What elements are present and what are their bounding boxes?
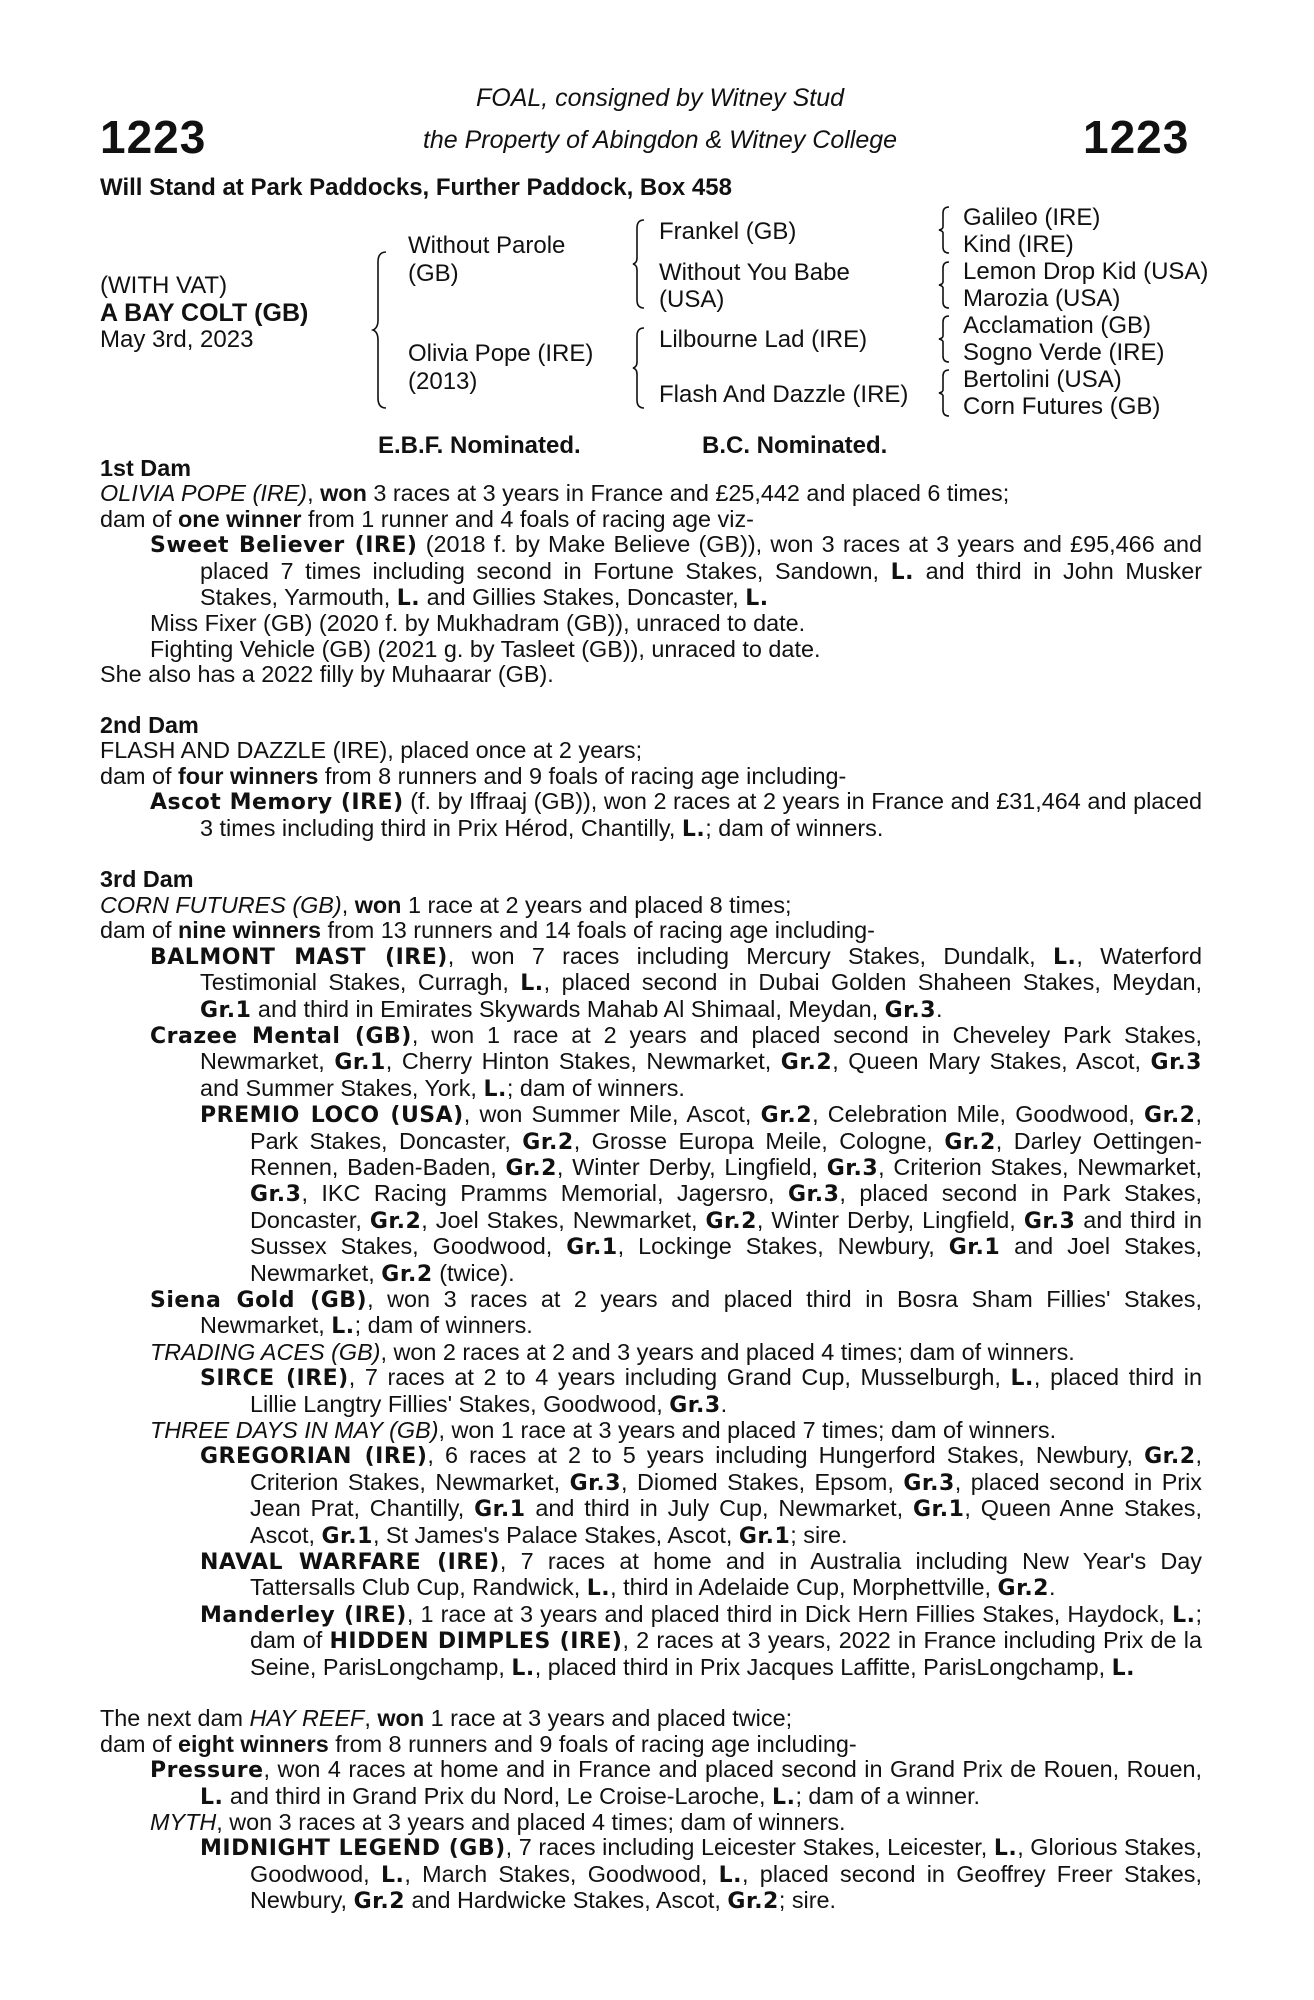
foal-naval-warfare: NAVAL WARFARE (IRE), 7 races at home and in Australia including New Year's Day Tattersalls Club Cup, Randwick, L., third in Adelaide Cup, Morphettville, Gr.2.	[200, 1548, 1202, 1602]
date-of-birth: May 3rd, 2023	[100, 326, 254, 353]
consignment-line-1: FOAL, consigned by Witney Stud	[475, 84, 845, 112]
third-dam-produce-summary: dam of nine winners from 13 runners and 14 foals of racing age including-	[100, 917, 875, 944]
foal-sirce: SIRCE (IRE), 7 races at 2 to 4 years including Grand Cup, Musselburgh, L., placed third in Lillie Langtry Fillies' Stakes, Goodwood, Gr.3.	[200, 1364, 1202, 1418]
pedigree-bracket-dam	[632, 326, 648, 410]
foal-miss-fixer: Miss Fixer (GB) (2020 f. by Mukhadram (GB)), unraced to date.	[150, 610, 806, 637]
sire-name: Without Parole	[408, 232, 566, 259]
bc-nomination: B.C. Nominated.	[702, 432, 888, 459]
second-dam-heading: 2nd Dam	[100, 712, 199, 739]
pedigree-bracket-main	[372, 250, 392, 410]
gen3-5: Acclamation (GB)	[963, 312, 1152, 339]
foal-gregorian: GREGORIAN (IRE), 6 races at 2 to 5 years including Hungerford Stakes, Newbury, Gr.2, Criterion Stakes, Newmarket, Gr.3, Diomed Stakes, Epsom, Gr.3, placed second in Prix Jean Prat, Chantilly, Gr.1 and third in July Cup, Newmarket, Gr.1, Queen Anne Stakes, Ascot, Gr.1, St James's Palace Stakes, Ascot, Gr.1; sire.	[200, 1442, 1202, 1549]
foal-pressure: Pressure, won 4 races at home and in France and placed second in Grand Prix de Rouen, Rouen, L. and third in Grand Prix du Nord, Le Croise-Laroche, L.; dam of a winner.	[150, 1756, 1202, 1810]
gen3-7: Bertolini (USA)	[963, 366, 1122, 393]
gen3-8: Corn Futures (GB)	[963, 393, 1161, 420]
pedigree-bracket-flash-and-dazzle	[938, 368, 952, 418]
first-dam-produce-summary: dam of one winner from 1 runner and 4 foals of racing age viz-	[100, 505, 754, 532]
third-dam-heading: 3rd Dam	[100, 866, 194, 893]
gen3-2: Kind (IRE)	[963, 231, 1074, 258]
dam-year: (2013)	[408, 368, 478, 395]
ebf-nomination: E.B.F. Nominated.	[378, 432, 581, 459]
gen3-4: Marozia (USA)	[963, 285, 1121, 312]
pedigree-bracket-sire	[632, 218, 648, 310]
foal-ascot-memory: Ascot Memory (IRE) (f. by Iffraaj (GB)), won 2 races at 2 years in France and £31,464 and placed 3 times including third in Prix Hérod, Chantilly, L.; dam of winners.	[150, 788, 1202, 842]
sire-sire: Frankel (GB)	[659, 218, 797, 245]
stand-location: Will Stand at Park Paddocks, Further Paddock, Box 458	[100, 174, 732, 201]
pedigree-bracket-lilbourne-lad	[938, 314, 952, 364]
foal-midnight-legend: MIDNIGHT LEGEND (GB), 7 races including Leicester Stakes, Leicester, L., Glorious Stakes, Goodwood, L., March Stakes, Goodwood, L., placed second in Geoffrey Freer Stakes, Newbury, Gr.2 and Hardwicke Stakes, Ascot, Gr.2; sire.	[200, 1834, 1202, 1915]
foal-balmont-mast: BALMONT MAST (IRE), won 7 races including Mercury Stakes, Dundalk, L., Waterford Testimonial Stakes, Curragh, L., placed second in Dubai Golden Shaheen Stakes, Meydan, Gr.1 and third in Emirates Skywards Mahab Al Shimaal, Meydan, Gr.3.	[150, 942, 1202, 1023]
foal-siena-gold: Siena Gold (GB), won 3 races at 2 years and placed third in Bosra Sham Fillies' Stakes, Newmarket, L.; dam of winners.	[150, 1285, 1203, 1340]
lot-number-right: 1223	[1083, 111, 1190, 163]
third-dam-line: CORN FUTURES (GB), won 1 race at 2 years and placed 8 times;	[100, 891, 792, 918]
pedigree-bracket-without-you-babe	[938, 260, 952, 310]
next-dam-produce-summary: dam of eight winners from 8 runners and 9 foals of racing age including-	[100, 1730, 857, 1757]
first-dam-heading: 1st Dam	[100, 455, 192, 481]
gen3-3: Lemon Drop Kid (USA)	[963, 258, 1209, 285]
foal-myth: MYTH, won 3 races at 3 years and placed 4 times; dam of winners.	[150, 1809, 846, 1836]
foal-fighting-vehicle: Fighting Vehicle (GB) (2021 g. by Tasleet (GB)), unraced to date.	[150, 635, 821, 662]
foal-premio-loco: PREMIO LOCO (USA), won Summer Mile, Ascot, Gr.2, Celebration Mile, Goodwood, Gr.2, Park Stakes, Doncaster, Gr.2, Grosse Europa Meile, Cologne, Gr.2, Darley Oettingen-Rennen, Baden-Baden, Gr.2, Winter Derby, Lingfield, Gr.3, Criterion Stakes, Newmarket, Gr.3, IKC Racing Pramms Memorial, Jagersro, Gr.3, placed second in Park Stakes, Doncaster, Gr.2, Joel Stakes, Newmarket, Gr.2, Winter Derby, Lingfield, Gr.3 and third in Sussex Stakes, Goodwood, Gr.1, Lockinge Stakes, Newbury, Gr.1 and Joel Stakes, Newmarket, Gr.2 (twice).	[200, 1101, 1203, 1287]
gen3-6: Sogno Verde (IRE)	[963, 339, 1165, 366]
foal-three-days-in-may: THREE DAYS IN MAY (GB), won 1 race at 3 years and placed 7 times; dam of winners.	[150, 1417, 1057, 1443]
horse-name: A BAY COLT (GB)	[100, 299, 309, 327]
foal-sweet-believer: Sweet Believer (IRE) (2018 f. by Make Believe (GB)), won 3 races at 3 years and £95,466 and placed 7 times including second in Fortune Stakes, Sandown, L. and third in John Musker Stakes, Yarmouth, L. and Gillies Stakes, Doncaster, L.	[150, 531, 1203, 612]
lot-number-left: 1223	[100, 111, 207, 163]
vat-note: (WITH VAT)	[100, 272, 228, 299]
next-dam-line: The next dam HAY REEF, won 1 race at 3 years and placed twice;	[100, 1705, 793, 1732]
foal-manderley: Manderley (IRE), 1 race at 3 years and placed third in Dick Hern Fillies Stakes, Haydock, L.; dam of HIDDEN DIMPLES (IRE), 2 races at 3 years, 2022 in France including Prix de la Seine, ParisLongchamp, L., placed third in Prix Jacques Laffitte, ParisLongchamp, L.	[200, 1600, 1203, 1681]
second-dam-produce-summary: dam of four winners from 8 runners and 9 foals of racing age including-	[100, 762, 847, 789]
consignment-line-2: the Property of Abingdon & Witney College	[422, 126, 898, 154]
catalogue-text	[100, 456, 1202, 1915]
first-dam-also: She also has a 2022 filly by Muhaarar (GB).	[100, 661, 554, 688]
foal-crazee-mental: Crazee Mental (GB), won 1 race at 2 years and placed second in Cheveley Park Stakes, Newmarket, Gr.1, Cherry Hinton Stakes, Newmarket, Gr.2, Queen Mary Stakes, Ascot, Gr.3 and Summer Stakes, York, L.; dam of winners.	[150, 1021, 1202, 1102]
first-dam-line: OLIVIA POPE (IRE), won 3 races at 3 years in France and £25,442 and placed 6 times;	[100, 480, 1010, 507]
sire-dam-country: (USA)	[659, 286, 725, 313]
dam-name: Olivia Pope (IRE)	[408, 340, 594, 367]
second-dam-line: FLASH AND DAZZLE (IRE), placed once at 2 years;	[100, 737, 643, 764]
gen3-1: Galileo (IRE)	[963, 204, 1101, 231]
dam-dam: Flash And Dazzle (IRE)	[659, 381, 909, 408]
foal-trading-aces: TRADING ACES (GB), won 2 races at 2 and 3 years and placed 4 times; dam of winners.	[150, 1338, 1075, 1365]
sire-country: (GB)	[408, 260, 459, 287]
dam-sire: Lilbourne Lad (IRE)	[659, 326, 868, 353]
sire-dam: Without You Babe	[659, 259, 850, 286]
pedigree-bracket-frankel	[938, 205, 952, 255]
